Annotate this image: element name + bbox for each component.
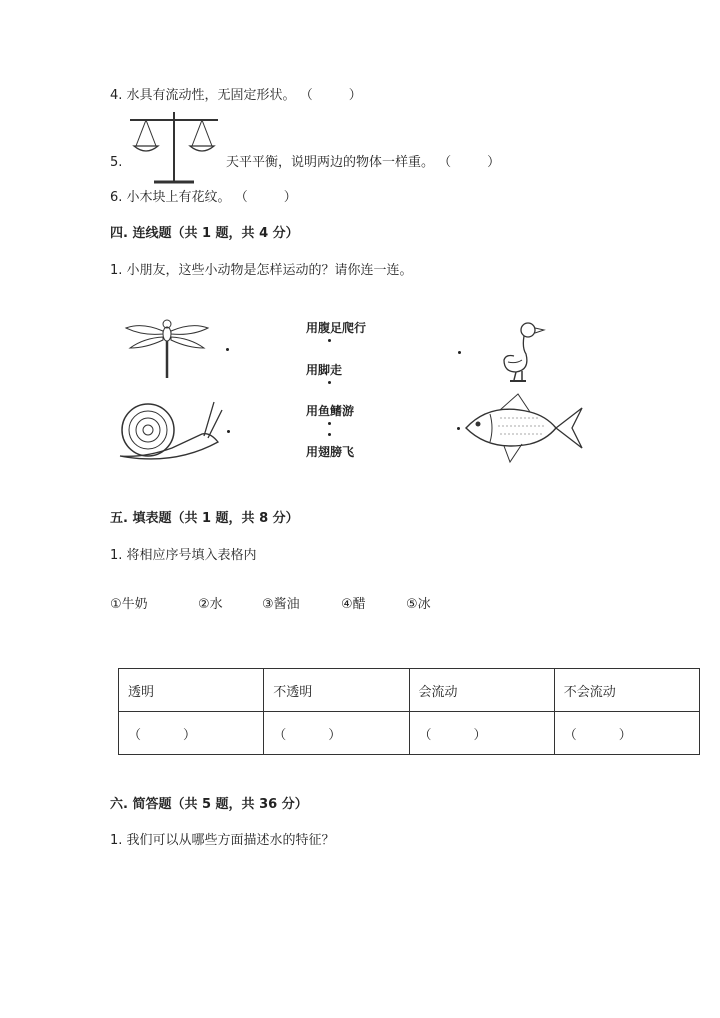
dragonfly-icon (122, 316, 212, 380)
option-item: ①牛奶 (110, 597, 148, 612)
answer-cell[interactable]: （ ） (409, 712, 554, 755)
connect-dot[interactable] (328, 422, 331, 425)
movement-option: 用脚走 (306, 363, 343, 377)
table-row (119, 712, 700, 755)
answer-paren-close: ） (283, 190, 297, 205)
section-4-heading: 四. 连线题（共 1 题，共 4 分） (110, 226, 299, 241)
movement-option: 用翅膀飞 (306, 445, 355, 459)
section-6-question: 1. 我们可以从哪些方面描述水的特征？ (110, 833, 335, 848)
fish-icon (460, 392, 586, 466)
section-6-heading: 六. 简答题（共 5 题，共 36 分） (110, 797, 308, 812)
question-6: 6. 小木块上有花纹。 （ ） (110, 190, 297, 205)
question-4: 4. 水具有流动性，无固定形状。 （ ） (110, 88, 362, 103)
table-header: 不透明 (264, 669, 409, 712)
answer-cell[interactable]: （ ） (554, 712, 699, 755)
option-item: ⑤冰 (406, 597, 431, 612)
option-item: ④醋 (341, 597, 366, 612)
connect-dot[interactable] (328, 433, 331, 436)
connect-dot[interactable] (226, 348, 229, 351)
duck-icon (500, 320, 546, 384)
section-5-question: 1. 将相应序号填入表格内 (110, 548, 257, 563)
table-header: 不会流动 (554, 669, 699, 712)
classification-table (118, 668, 700, 755)
answer-paren-close: ） (348, 88, 362, 103)
movement-option: 用腹足爬行 (306, 321, 367, 335)
connect-dot[interactable] (458, 351, 461, 354)
section-4-question: 1. 小朋友，这些小动物是怎样运动的？请你连一连。 (110, 263, 413, 278)
balance-scale-icon (126, 110, 222, 186)
snail-icon (114, 396, 224, 466)
answer-paren-open[interactable]: （ (234, 190, 248, 205)
movement-option: 用鱼鳍游 (306, 404, 355, 418)
option-item: ③酱油 (262, 597, 300, 612)
table-header: 会流动 (409, 669, 554, 712)
table-header: 透明 (119, 669, 264, 712)
question-5-number: 5. (110, 155, 123, 170)
question-5: 天平平衡，说明两边的物体一样重。 （ ） (226, 155, 501, 170)
connect-dot[interactable] (328, 339, 331, 342)
answer-paren-open[interactable]: （ (438, 155, 452, 170)
connect-dot[interactable] (328, 381, 331, 384)
connect-dot[interactable] (227, 430, 230, 433)
answer-cell[interactable]: （ ） (119, 712, 264, 755)
section-5-heading: 五. 填表题（共 1 题，共 8 分） (110, 511, 299, 526)
option-item: ②水 (198, 597, 223, 612)
answer-paren-close: ） (487, 155, 501, 170)
answer-cell[interactable]: （ ） (264, 712, 409, 755)
answer-paren-open[interactable]: （ (299, 88, 313, 103)
table-header-row (119, 669, 700, 712)
